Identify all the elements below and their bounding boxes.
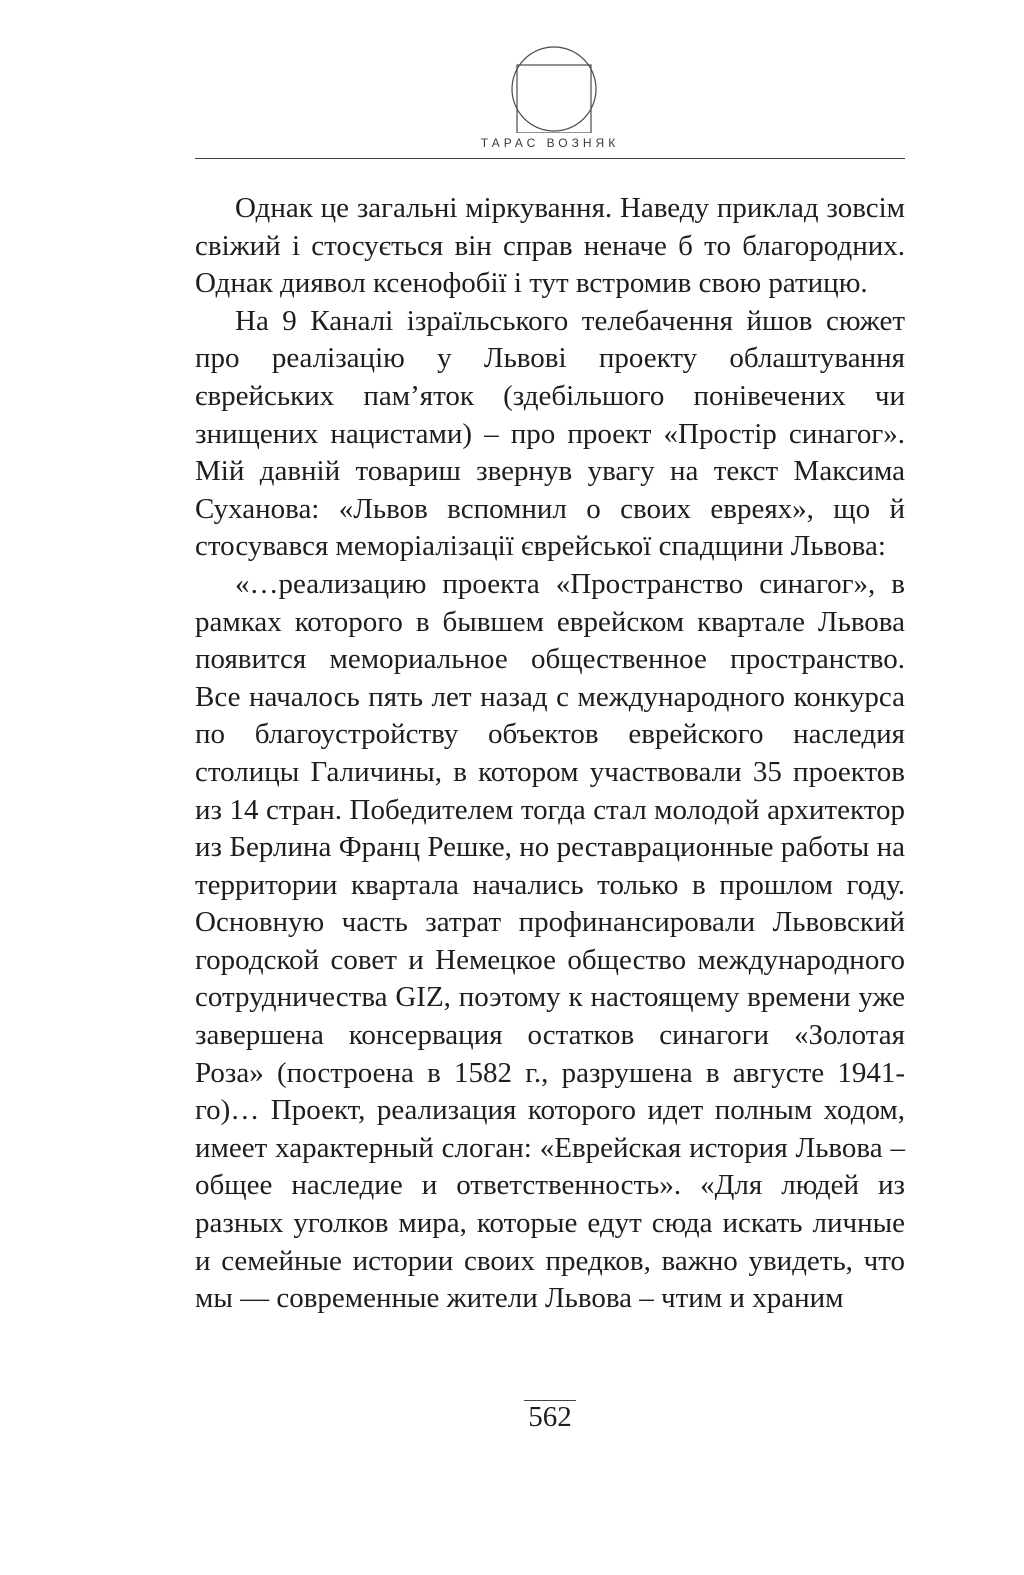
paragraph: Однак це загальні міркування. Наведу приклад зовсім свіжий і стосується він справ неначе б то благородних. Однак диявол ксенофобії і тут встромив свою ратицю. — [195, 192, 905, 300]
paragraph: На 9 Каналі ізраїльського телебачення йшов сюжет про реалізацію у Львові проекту облаштування єврейських пам’яток (здебільшого понівечених чи знищених нацистами) – про проект «Простір синагог». Мій давній товариш звернув увагу на текст Максима Суханова: «Львов вспомнил о своих евреях», що й стосувався меморіалізації єврейської спадщини Львова: — [195, 304, 905, 563]
page-number-label: 562 — [524, 1400, 576, 1434]
page-number — [195, 1400, 905, 1434]
running-head: ТАРАС ВОЗНЯК — [480, 136, 620, 150]
circle-square-emblem-icon — [510, 45, 598, 133]
header-rule — [195, 158, 905, 159]
body-text — [195, 190, 905, 1318]
paragraph: «…реализацию проекта «Пространство синагог», в рамках которого в бывшем еврейском квартале Львова появится мемориальное общественное пространство. Все началось пять лет назад с международного конкурса по благоустройству объектов еврейского наследия столицы Галичины, в котором участвовали 35 проектов из 14 стран. Победителем тогда стал молодой архитектор из Берлина Франц Решке, но реставрационные работы на территории квартала начались только в прошлом году. Основную часть затрат профинансировали Львовский городской совет и Немецкое общество международного сотрудничества GIZ, поэтому к настоящему времени уже завершена консервация остатков синагоги «Золотая Роза» (построена в 1582 г., разрушена в августе 1941-го)… Проект, реализация которого идет полным ходом, имеет характерный слоган: «Еврейская история Львова – общее наследие и ответственность». «Для людей из разных уголков мира, которые едут сюда искать личные и семейные истории своих предков, важно увидеть, что мы — современные жители Львова – чтим и храним — [195, 567, 905, 1315]
